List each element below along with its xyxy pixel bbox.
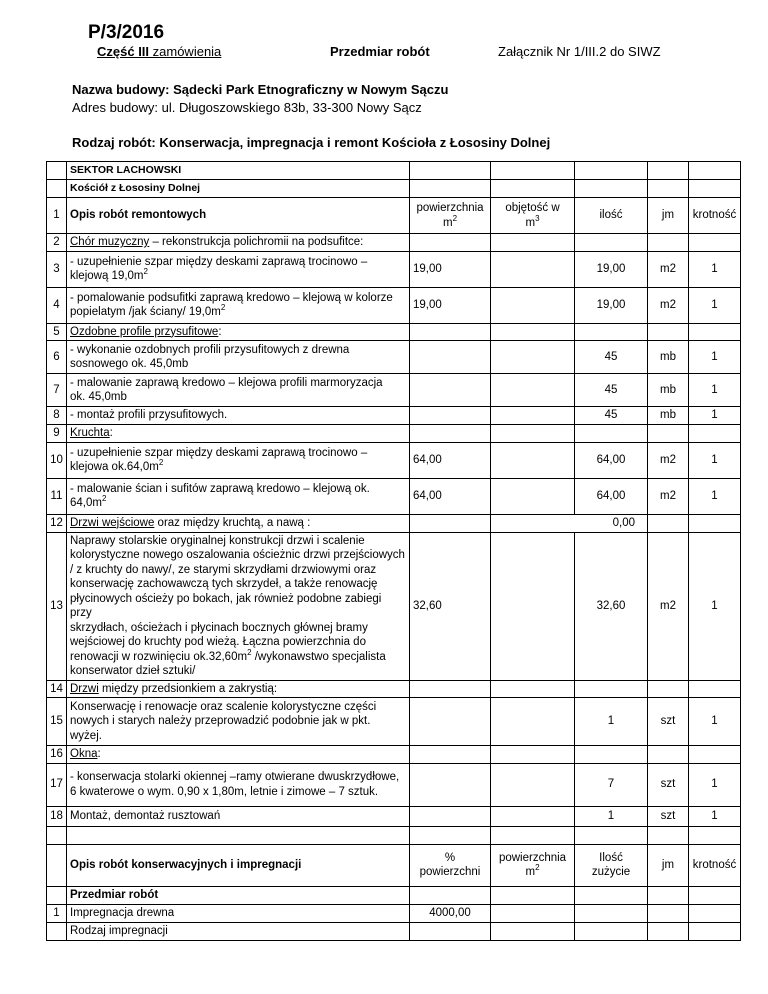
row-multiplier: 1	[689, 442, 741, 478]
header-percent	[410, 844, 491, 886]
row-number: 13	[47, 532, 67, 680]
row-description-line2: popielatym /jak ściany/ 19,0m	[70, 306, 221, 318]
row-number: 3	[47, 251, 67, 287]
row-multiplier: 1	[689, 251, 741, 287]
header-description: Opis robót konserwacyjnych i impregnacji	[67, 844, 410, 886]
row-quantity: 45	[575, 341, 648, 374]
table-row	[47, 904, 741, 922]
row-heading-rest: :	[97, 748, 101, 760]
table-row	[47, 680, 741, 698]
row-description	[67, 323, 410, 341]
row-number: 12	[47, 514, 67, 532]
row-description	[67, 442, 410, 478]
header-area-line2: m	[442, 216, 453, 229]
row-unit: m2	[648, 251, 689, 287]
row-multiplier: 1	[689, 407, 741, 425]
row-area: 19,00	[410, 251, 491, 287]
header-usage	[575, 844, 648, 886]
section-title: Przedmiar robót	[67, 886, 410, 904]
row-multiplier: 1	[689, 806, 741, 826]
row-description-line1: - malowanie ścian i sufitów zaprawą kredowo – klejową ok.	[70, 482, 370, 495]
header-volume-line1: objętość w	[505, 202, 560, 214]
row-description-line1: - uzupełnienie szpar między deskami zaprawą trocinowo –	[70, 255, 368, 268]
row-number: 15	[47, 698, 67, 746]
row-description-line: kolorystyczne nowego oszalowania ościeżnic drzwi przejściowych	[70, 549, 405, 561]
row-heading-rest: :	[109, 427, 113, 439]
header-percent-line1: %	[444, 851, 456, 864]
row-description	[67, 763, 410, 806]
row-number: 16	[47, 746, 67, 764]
row-description	[67, 514, 410, 532]
part-number: Część III	[97, 44, 150, 59]
row-multiplier: 1	[689, 341, 741, 374]
row-description-line: renowacji w rozwinięciu ok.32,60m	[70, 650, 248, 663]
row-description-line: / z kruchty do nawy/, ze starymi skrzydłami drzwiowymi oraz	[70, 563, 377, 576]
table-row	[47, 698, 741, 746]
row-heading: Kruchta	[70, 427, 110, 439]
row-description-line1: - pomalowanie podsufitki zaprawą kredowo – klejową w kolorze	[70, 291, 393, 304]
table-row	[47, 922, 741, 940]
sector-row	[47, 162, 741, 180]
row-heading-rest: – rekonstrukcja polichromii na podsufitce:	[149, 236, 364, 248]
row-area: 19,00	[410, 287, 491, 323]
row-number: 2	[47, 234, 67, 252]
row-description-line1: - konserwacja stolarki okiennej –ramy otwierane dwuskrzydłowe,	[70, 771, 400, 783]
row-multiplier: 1	[689, 478, 741, 514]
row-percent: 4000,00	[410, 904, 491, 922]
row-unit: szt	[648, 806, 689, 826]
row-description-line: /wykonawstwo specjalista	[251, 650, 386, 663]
header-area-sup: 2	[452, 213, 458, 223]
row-description-line: Naprawy stolarskie oryginalnej konstrukcji drzwi i scalenie	[70, 534, 365, 547]
row-description	[67, 234, 410, 252]
row-description	[67, 287, 410, 323]
part-label	[97, 44, 221, 59]
row-description	[67, 746, 410, 764]
row-multiplier: 1	[689, 763, 741, 806]
header-multiplier: krotność	[689, 198, 741, 234]
header-usage-line2: zużycie	[591, 866, 631, 878]
row-unit: m2	[648, 442, 689, 478]
row-heading-rest: oraz między kruchtą, a nawą :	[154, 516, 311, 529]
row-multiplier: 1	[689, 287, 741, 323]
row-quantity: 19,00	[575, 251, 648, 287]
row-number: 5	[47, 323, 67, 341]
row-unit: m2	[648, 287, 689, 323]
row-quantity: 1	[575, 806, 648, 826]
row-sup: 2	[220, 303, 226, 313]
row-number: 4	[47, 287, 67, 323]
row-description: Montaż, demontaż rusztowań	[67, 806, 410, 826]
row-description-line: wyżej.	[70, 729, 102, 742]
row-description-line: konserwację zachowawczą tych skrzydeł, a także renowację	[70, 578, 378, 590]
row-description	[67, 532, 410, 680]
row-number: 14	[47, 680, 67, 698]
row-description	[67, 478, 410, 514]
attachment-label: Załącznik Nr 1/III.2 do SIWZ	[498, 44, 661, 59]
row-unit: mb	[648, 341, 689, 374]
row-number: 11	[47, 478, 67, 514]
row-multiplier: 1	[689, 374, 741, 407]
row-number: 17	[47, 763, 67, 806]
row-description	[67, 698, 410, 746]
row-description-line: skrzydłach, ościeżach i płycinach bocznych głównej bramy	[70, 621, 368, 634]
table-row	[47, 323, 741, 341]
row-description-line1: - uzupełnienie szpar między deskami zaprawą trocinowo –	[70, 446, 368, 459]
row-description-line1: - wykonanie ozdobnych profili przysufitowych z drewna	[70, 343, 350, 356]
row-quantity: 7	[575, 763, 648, 806]
header-multiplier: krotność	[689, 844, 741, 886]
row-heading-rest: między przedsionkiem a zakrystią:	[98, 682, 278, 695]
row-multiplier: 1	[689, 698, 741, 746]
header-area-line1: powierzchnia	[498, 851, 567, 864]
table-row	[47, 532, 741, 680]
header-area-line2: m	[525, 866, 536, 878]
row-description: - montaż profili przysufitowych.	[67, 407, 410, 425]
document-title: Przedmiar robót	[330, 44, 430, 59]
header-row-conservation	[47, 844, 741, 886]
table-row	[47, 514, 741, 532]
row-sup: 2	[158, 458, 164, 468]
row-number: 1	[47, 904, 67, 922]
row-description-line2: 6 kwaterowe o wym. 0,90 x 1,80m, letnie i zimowe – 7 sztuk.	[70, 785, 379, 798]
sector-label: SEKTOR LACHOWSKI	[67, 162, 410, 180]
row-number: 7	[47, 374, 67, 407]
row-unit: szt	[648, 763, 689, 806]
row-number: 8	[47, 407, 67, 425]
row-description: Impregnacja drewna	[67, 904, 410, 922]
row-description-line: wejściowej do kruchty pod wieżą. Łączna powierzchnia do	[70, 636, 366, 648]
row-unit: m2	[648, 532, 689, 680]
church-row	[47, 180, 741, 198]
row-description	[67, 374, 410, 407]
row-sup: 2	[247, 647, 252, 657]
row-quantity: 32,60	[575, 532, 648, 680]
row-unit: mb	[648, 407, 689, 425]
construction-name	[72, 82, 448, 97]
row-unit: m2	[648, 478, 689, 514]
header-area-line1: powierzchnia	[416, 202, 484, 214]
row-area: 64,00	[410, 442, 491, 478]
row-quantity: 0,00	[491, 514, 648, 532]
header-percent-line2: powierzchni	[419, 866, 481, 878]
table-row	[47, 251, 741, 287]
row-sup: 2	[143, 267, 148, 277]
table-row	[47, 287, 741, 323]
row-description-line2: klejowa ok.64,0m	[70, 461, 159, 473]
row-description	[67, 425, 410, 443]
table-row	[47, 806, 741, 826]
header-unit: jm	[648, 198, 689, 234]
table-row	[47, 886, 741, 904]
header-row	[47, 198, 741, 234]
row-description-line2: sosnowego ok. 45,0mb	[70, 358, 189, 370]
row-heading: Drzwi	[70, 682, 99, 695]
row-quantity: 19,00	[575, 287, 648, 323]
row-quantity: 45	[575, 374, 648, 407]
table-row	[47, 442, 741, 478]
construction-address: Adres budowy: ul. Długoszowskiego 83b, 33-300 Nowy Sącz	[72, 100, 422, 115]
row-number: 6	[47, 341, 67, 374]
row-description-line: Konserwację i renowacje oraz scalenie kolorystyczne części	[70, 700, 377, 713]
header-volume-line2: m	[525, 216, 536, 229]
row-heading: Ozdobne profile przysufitowe	[70, 325, 219, 338]
row-multiplier: 1	[689, 532, 741, 680]
row-description-line2: klejową 19,0m	[70, 270, 144, 282]
table-row	[47, 478, 741, 514]
row-heading: Chór muzyczny	[70, 236, 150, 248]
row-quantity: 1	[575, 698, 648, 746]
bill-of-quantities-table	[46, 161, 741, 941]
header-area-sup: 2	[535, 863, 540, 873]
header-description: Opis robót remontowych	[67, 198, 410, 234]
row-description-line: konserwator dzieł sztuki/	[70, 665, 196, 677]
header-volume	[491, 198, 575, 234]
row-number: 10	[47, 442, 67, 478]
table-row	[47, 234, 741, 252]
works-type: Rodzaj robót: Konserwacja, impregnacja i remont Kościoła z Łososiny Dolnej	[72, 135, 551, 150]
row-quantity: 64,00	[575, 442, 648, 478]
spacer-row	[47, 826, 741, 844]
header-volume-sup: 3	[535, 213, 540, 223]
row-description-line2: 64,0m	[70, 497, 102, 509]
construction-name-label: Nazwa budowy:	[72, 82, 170, 97]
church-label: Kościół z Łososiny Dolnej	[67, 180, 410, 198]
row-quantity: 45	[575, 407, 648, 425]
header-quantity: ilość	[575, 198, 648, 234]
row-description-line: płycinowych ościeży po bokach, jak również podobne zabiegi przy	[70, 592, 382, 619]
row-description-line1: - malowanie zaprawą kredowo – klejowa profili marmoryzacja	[70, 376, 383, 389]
part-suffix: zamówienia	[149, 44, 222, 59]
row-sup: 2	[101, 494, 107, 504]
row-area: 32,60	[410, 532, 491, 680]
table-row	[47, 425, 741, 443]
row-heading: Drzwi wejściowe	[70, 516, 155, 529]
row-unit: mb	[648, 374, 689, 407]
row-heading-rest: :	[218, 325, 222, 338]
row-area: 64,00	[410, 478, 491, 514]
table-row	[47, 407, 741, 425]
table-row	[47, 763, 741, 806]
row-number: 18	[47, 806, 67, 826]
row-heading: Okna	[70, 748, 98, 760]
table-row	[47, 746, 741, 764]
row-description: Rodzaj impregnacji	[67, 922, 410, 940]
row-number: 9	[47, 425, 67, 443]
document-reference: P/3/2016	[88, 22, 165, 43]
header-unit: jm	[648, 844, 689, 886]
row-description	[67, 680, 410, 698]
header-usage-line1: Ilość	[599, 851, 623, 864]
row-description	[67, 251, 410, 287]
header-area	[410, 198, 491, 234]
row-description-line2: ok. 45,0mb	[70, 391, 127, 403]
table-row	[47, 341, 741, 374]
header-area	[491, 844, 575, 886]
row-number: 1	[47, 198, 67, 234]
row-description	[67, 341, 410, 374]
row-description-line: nowych i starych należy przeprowadzić podobnie jak w pkt.	[70, 715, 371, 728]
row-unit: szt	[648, 698, 689, 746]
table-row	[47, 374, 741, 407]
row-quantity: 64,00	[575, 478, 648, 514]
construction-name-value: Sądecki Park Etnograficzny w Nowym Sączu	[169, 82, 449, 97]
